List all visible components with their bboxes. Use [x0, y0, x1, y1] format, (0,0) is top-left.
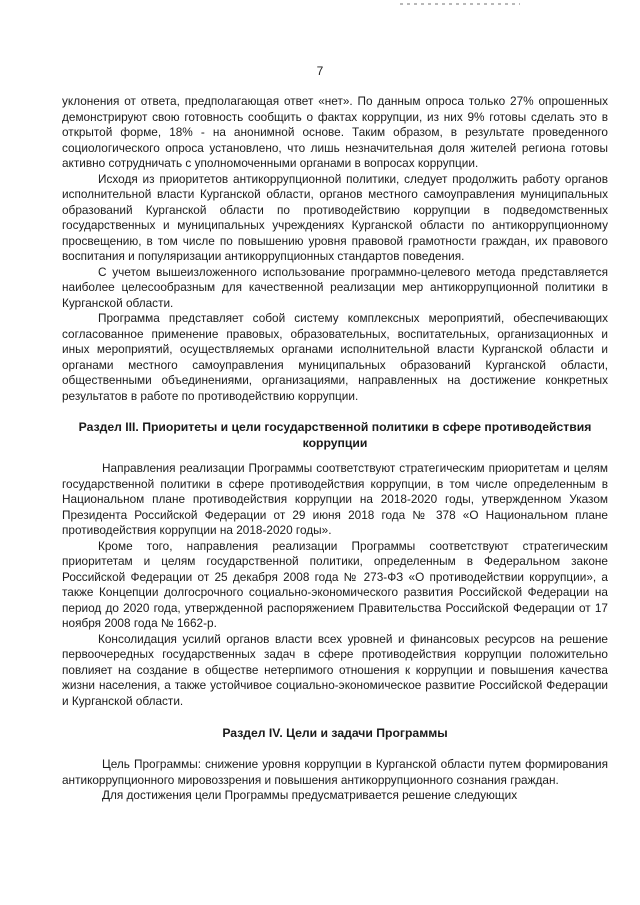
section-3-paragraph: Направления реализации Программы соответствуют стратегическим приоритетам и целям государственной политики в сфере противодействия коррупции, в том числе определенным в Национальном плане противодействия коррупции на 2018-2020 годы, утвержденном Указом Президента Российской Федерации от 29 июня 2018 года № 378 «О Национальном плане противодействия коррупции на 2018-2020 годы».: [62, 461, 608, 537]
document-body: [62, 94, 608, 804]
section-4-paragraph: Цель Программы: снижение уровня коррупции в Курганской области путем формирования антикоррупционного мировоззрения и повышения антикоррупционного сознания граждан.: [62, 757, 608, 787]
paragraph-survey-end: уклонения от ответа, предполагающая ответ «нет». По данным опроса только 27% опрошенных демонстрируют свою готовность сообщить о фактах коррупции, из них 9% готовы сделать это в открытой форме, 18% - на анонимной основе. Таким образом, в результате проведенного социологического опроса установлено, что лишь незначительная доля жителей региона готовы активно сотрудничать с уполномоченными органами в вопросах коррупции.: [62, 94, 608, 170]
section-3-paragraph: Консолидация усилий органов власти всех уровней и финансовых ресурсов на решение первоочередных государственных задач в сфере противодействия коррупции положительно повлияет на создание в обществе нетерпимого отношения к коррупции и повышения качества жизни населения, а также устойчивое социально-экономическое развитие Российской Федерации и Курганской области.: [62, 631, 608, 708]
page-number: 7: [316, 64, 324, 78]
paragraph-priorities: Исходя из приоритетов антикоррупционной политики, следует продолжить работу органов исполнительной власти Курганской области, органов местного самоуправления муниципальных образований Курганской области по противодействию коррупции в подведомственных государственных и муниципальных учреждениях Курганской области по антикоррупционному просвещению, в том числе по повышению уровня правовой грамотности граждан, их правового воспитания и популяризации антикоррупционных стандартов поведения.: [62, 171, 608, 263]
scan-artifact: [400, 3, 520, 5]
paragraph-method: С учетом вышеизложенного использование программно-целевого метода представляется наиболее целесообразным для качественной реализации мер антикоррупционной политики в Курганской области.: [62, 264, 608, 310]
section-4-paragraph: Для достижения цели Программы предусматривается решение следующих: [102, 788, 518, 802]
paragraph-program-system: Программа представляет собой систему комплексных мероприятий, обеспечивающих согласованное применение правовых, образовательных, воспитательных, организационных и иных мероприятий, осуществляемых органами исполнительной власти Курганской области и органами местного самоуправления муниципальных образований Курганской области, общественными объединениями, организациями, направленных на достижение конкретных результатов в работе по противодействию коррупции.: [62, 311, 608, 403]
section-3-paragraph: Кроме того, направления реализации Программы соответствуют стратегическим приоритетам и целям государственной политики, определенным в Федеральном законе Российской Федерации от 25 декабря 2008 года № 273-ФЗ «О противодействии коррупции», а также Концепции долгосрочного социально-экономического развития Российской Федерации на период до 2020 года, утвержденной распоряжением Правительства Российской Федерации от 17 ноября 2008 года № 1662-р.: [62, 538, 608, 630]
section-3-heading: Раздел III. Приоритеты и цели государственной политики в сфере противодействия коррупции: [78, 420, 592, 450]
section-4-heading: Раздел IV. Цели и задачи Программы: [222, 726, 448, 740]
